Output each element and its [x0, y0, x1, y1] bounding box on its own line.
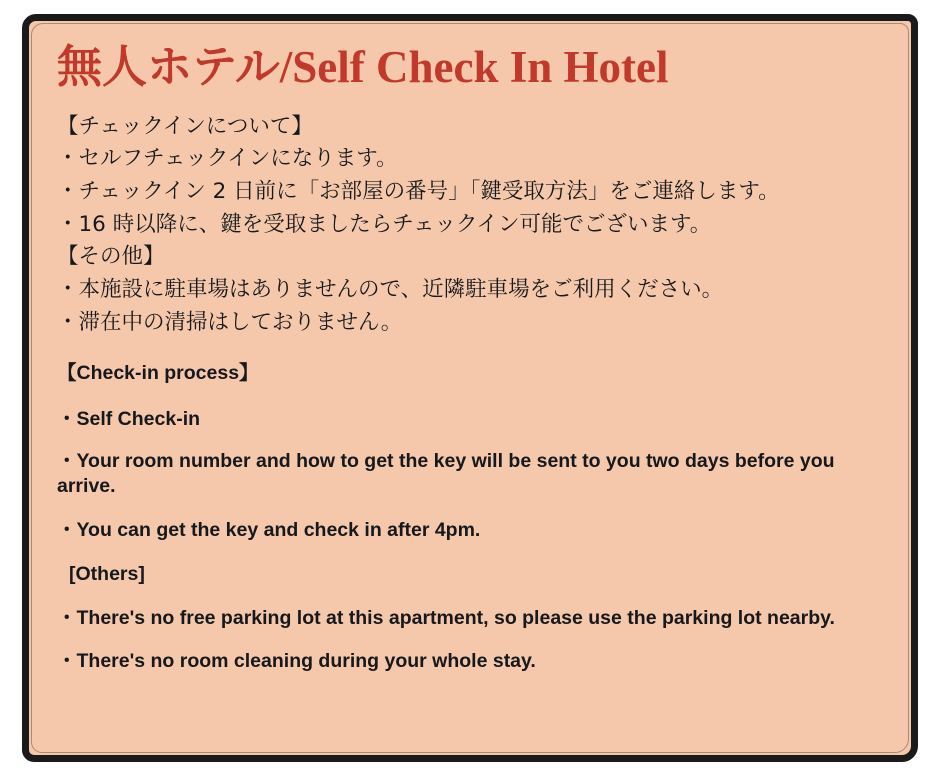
japanese-checkin-heading: 【チェックインについて】	[57, 113, 313, 139]
japanese-checkin-line-1: ・セルフチェックインになります。	[57, 146, 398, 172]
english-section	[57, 361, 893, 675]
japanese-others-line-1: ・本施設に駐車場はありませんので、近隣駐車場をご利用ください。	[57, 276, 724, 302]
english-others-line-2: ・There's no room cleaning during your whole stay.	[57, 650, 536, 673]
english-others-line-1: ・There's no free parking lot at this apartment, so please use the parking lot nearby.	[57, 606, 835, 629]
english-checkin-line-2: ・Your room number and how to get the key will be sent to you two days before you arrive.	[57, 449, 835, 498]
japanese-others-heading: 【その他】	[57, 244, 165, 270]
information-poster	[22, 14, 918, 762]
japanese-others-line-2: ・滞在中の清掃はしておりません。	[57, 309, 403, 335]
english-others-heading: [Others]	[69, 562, 145, 585]
poster-content	[57, 43, 893, 745]
japanese-checkin-line-3: ・16 時以降に、鍵を受取ましたらチェックイン可能でございます。	[57, 211, 712, 237]
page-title: 無人ホテル/Self Check In Hotel	[57, 42, 669, 92]
japanese-checkin-line-2: ・チェックイン 2 日前に「お部屋の番号」「鍵受取方法」をご連絡します。	[57, 178, 780, 204]
english-checkin-line-1: ・Self Check-in	[57, 407, 201, 430]
japanese-section	[57, 111, 893, 340]
english-checkin-heading: 【Check-in process】	[57, 362, 259, 385]
english-checkin-line-3: ・You can get the key and check in after 4pm.	[57, 519, 481, 542]
